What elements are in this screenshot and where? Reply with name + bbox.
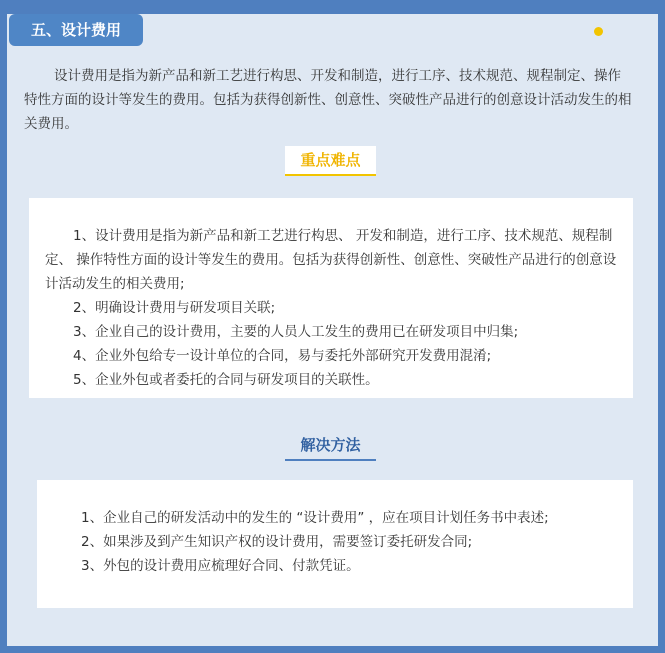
list-item: 3、外包的设计费用应梳理好合同、付款凭证。 xyxy=(81,558,360,574)
key-points-box xyxy=(29,198,633,398)
section-tag: 五、设计费用 xyxy=(9,14,143,46)
solutions-box xyxy=(37,480,633,608)
solutions-heading xyxy=(285,431,376,459)
key-points-title: 重点难点 xyxy=(300,151,361,169)
list-item: 1、设计费用是指为新产品和新工艺进行构思、 开发和制造，进行工序、技术规范、规程制定、 操作特性方面的设计等发生的费用。包括为获得创新性、创意性、突破性产品进行的创意设计活动发生的相关费用; xyxy=(45,228,617,292)
key-points-list xyxy=(45,224,620,392)
decorative-dot-icon xyxy=(594,27,603,36)
list-item: 4、企业外包给专一设计单位的合同，易与委托外部研究开发费用混淆; xyxy=(73,348,492,364)
solutions-list xyxy=(53,506,619,578)
list-item: 3、企业自己的设计费用，主要的人员人工发生的费用已在研发项目中归集; xyxy=(73,324,519,340)
key-points-heading xyxy=(285,146,376,174)
solutions-underline xyxy=(285,459,376,461)
key-points-underline xyxy=(285,174,376,176)
solutions-title: 解决方法 xyxy=(300,436,361,454)
list-item: 2、如果涉及到产生知识产权的设计费用，需要签订委托研发合同; xyxy=(81,534,473,550)
list-item: 2、明确设计费用与研发项目关联; xyxy=(73,300,276,316)
list-item: 5、企业外包或者委托的合同与研发项目的关联性。 xyxy=(73,372,379,388)
list-item: 1、企业自己的研发活动中的发生的 “设计费用” ，应在项目计划任务书中表述; xyxy=(81,510,549,526)
intro-paragraph: 设计费用是指为新产品和新工艺进行构思、开发和制造，进行工序、技术规范、规程制定、操作特性方面的设计等发生的费用。包括为获得创新性、创意性、突破性产品进行的创意设计活动发生的相关费用。 xyxy=(24,68,632,132)
